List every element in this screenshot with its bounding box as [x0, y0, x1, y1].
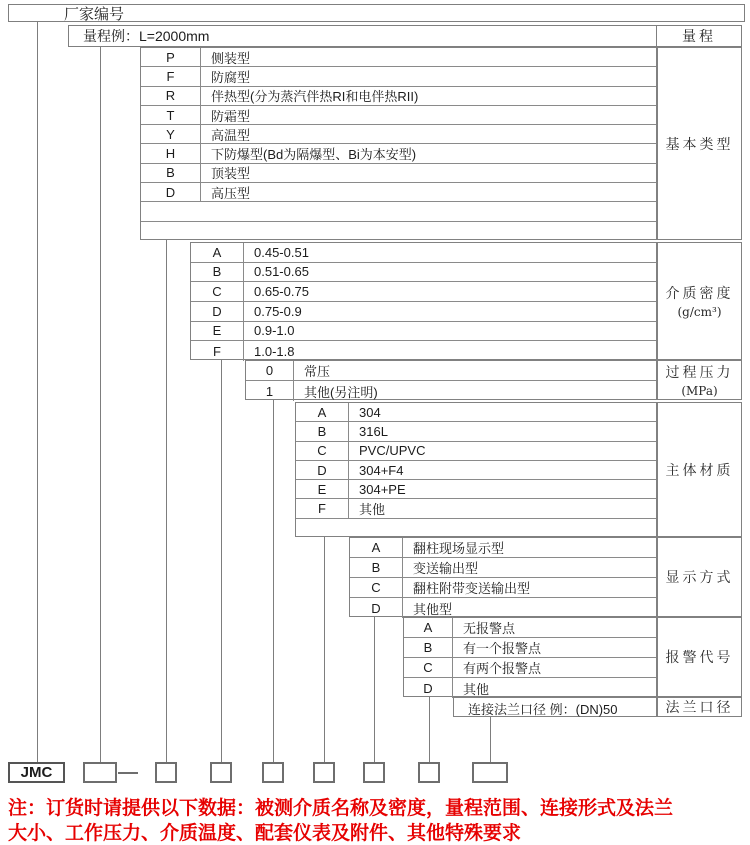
desc-cell: 304 [359, 404, 381, 420]
desc-cell [296, 519, 656, 538]
desc-cell: 有一个报警点 [463, 641, 542, 656]
code-cell: A [404, 618, 453, 637]
desc-cell: 有两个报警点 [463, 661, 542, 676]
range-row [68, 25, 742, 47]
table-row [141, 202, 656, 221]
section-alarm_code [403, 617, 657, 697]
section-label-range: 量程 [656, 26, 741, 46]
section-label-unit: (MPa) [681, 384, 718, 398]
manufacturer-number-box [8, 4, 745, 22]
desc-cell: 304+F4 [359, 462, 404, 478]
desc-cell: 高压型 [211, 185, 251, 201]
table-row [141, 125, 656, 144]
table-row [350, 598, 656, 618]
code-cell: R [141, 87, 201, 105]
manufacturer-number-label: 厂家编号 [64, 5, 125, 23]
section-label-alarm_code [657, 617, 742, 697]
desc-cell: 侧装型 [211, 50, 251, 66]
code-cell: F [141, 67, 201, 85]
table-row [246, 381, 656, 401]
table-row [141, 144, 656, 163]
table-row [296, 499, 656, 518]
desc-cell: 1.0-1.8 [254, 343, 295, 359]
table-row [191, 341, 656, 361]
table-row [296, 519, 656, 538]
code-box [155, 762, 177, 783]
desc-cell: 下防爆型(Bd为隔爆型、Bi为本安型) [211, 147, 417, 163]
code-cell: F [191, 341, 244, 361]
desc-cell: 高温型 [211, 127, 251, 143]
desc-cell: 0.65-0.75 [254, 284, 309, 300]
code-cell: D [296, 461, 349, 479]
table-row [404, 678, 656, 698]
section-medium_density [190, 242, 657, 360]
section-label-text: 报警代号 [665, 650, 734, 666]
code-cell: C [296, 442, 349, 460]
code-cell: A [191, 243, 244, 262]
table-row [296, 461, 656, 480]
desc-cell [141, 202, 656, 220]
desc-cell: 防腐型 [211, 69, 251, 85]
table-row [350, 558, 656, 578]
desc-cell: 0.51-0.65 [254, 264, 309, 280]
model-prefix-box [8, 762, 65, 783]
desc-cell: 变送输出型 [413, 561, 479, 576]
desc-cell: 0.9-1.0 [254, 323, 295, 339]
section-label-text: 主体材质 [665, 462, 734, 479]
section-label-text: 过程压力 [665, 365, 734, 381]
code-cell: D [141, 183, 201, 201]
order-note [8, 796, 746, 845]
code-box [418, 762, 440, 783]
code-cell: B [404, 638, 453, 657]
section-body_material [295, 402, 657, 537]
desc-cell: 翻柱附带变送输出型 [413, 581, 531, 596]
table-row [296, 403, 656, 422]
section-display_mode [349, 537, 657, 617]
separator-dash [118, 772, 138, 774]
code-cell: P [141, 48, 201, 66]
code-box [472, 762, 508, 783]
code-cell: E [296, 480, 349, 498]
code-cell: C [350, 578, 403, 597]
connector-line [324, 537, 325, 763]
table-row [404, 618, 656, 638]
section-label-text: 介质密度 [665, 286, 734, 302]
connector-line [37, 21, 38, 763]
code-cell: C [191, 282, 244, 301]
table-row [404, 658, 656, 678]
section-basic_type [140, 47, 657, 240]
desc-cell: 304+PE [359, 481, 406, 497]
code-cell: B [141, 164, 201, 182]
desc-cell: PVC/UPVC [359, 443, 426, 459]
table-row [141, 164, 656, 183]
order-note-line1: 注：订货时请提供以下数据：被测介质名称及密度，量程范围、连接形式及法兰 [8, 798, 674, 819]
table-row [191, 322, 656, 342]
desc-cell: 其他型 [413, 601, 453, 617]
table-row [191, 282, 656, 302]
section-label-body_material [657, 402, 742, 537]
desc-cell: 316L [359, 423, 388, 439]
code-cell: C [404, 658, 453, 677]
table-row [296, 480, 656, 499]
table-row [246, 361, 656, 381]
order-note-line2: 大小、工作压力、介质温度、配套仪表及附件、其他特殊要求 [8, 823, 522, 844]
section-label-text: 法兰口径 [665, 700, 734, 716]
section-label-basic_type [657, 47, 742, 240]
table-row [296, 442, 656, 461]
connector-line [221, 360, 222, 763]
connector-line [100, 47, 101, 763]
connector-line [273, 400, 274, 763]
table-row [296, 422, 656, 441]
code-box [262, 762, 284, 783]
code-cell: B [350, 558, 403, 577]
code-box [83, 762, 117, 783]
code-box [210, 762, 232, 783]
desc-cell: 0.75-0.9 [254, 303, 302, 319]
table-row [141, 48, 656, 67]
section-label-text: 显示方式 [665, 570, 734, 586]
code-cell: 1 [246, 381, 294, 401]
code-cell: E [191, 322, 244, 341]
connector-line [166, 240, 167, 763]
desc-cell: 翻柱现场显示型 [413, 541, 505, 556]
table-row [141, 222, 656, 241]
desc-cell: 其他 [463, 681, 490, 697]
desc-cell: 顶装型 [211, 166, 251, 182]
section-label-medium_density [657, 242, 742, 360]
desc-cell: 伴热型(分为蒸汽伴热RI和电伴热RII) [211, 89, 419, 105]
code-cell: D [350, 598, 403, 618]
code-cell: T [141, 106, 201, 124]
section-label-flange_size [657, 697, 742, 717]
desc-cell: 其他 [359, 502, 386, 518]
code-cell: A [350, 538, 403, 557]
code-cell: F [296, 499, 349, 517]
table-row [404, 638, 656, 658]
desc-cell: 连接法兰口径 例：(DN)50 [468, 701, 618, 717]
connector-line [374, 617, 375, 763]
table-row [191, 302, 656, 322]
section-label-text: 基本类型 [665, 136, 734, 153]
code-cell: D [404, 678, 453, 698]
code-cell: B [191, 263, 244, 282]
section-label-unit: (g/cm³) [677, 305, 722, 319]
code-cell: B [296, 422, 349, 440]
table-row [350, 578, 656, 598]
code-cell: H [141, 144, 201, 162]
code-cell: Y [141, 125, 201, 143]
code-cell: A [296, 403, 349, 421]
model-prefix-text: JMC [20, 764, 53, 781]
desc-cell: 无报警点 [463, 621, 516, 636]
section-label-display_mode [657, 537, 742, 617]
connector-line [490, 717, 491, 763]
table-row [141, 87, 656, 106]
table-row [454, 698, 656, 718]
desc-cell: 常压 [304, 364, 331, 379]
code-cell: 0 [246, 361, 294, 380]
table-row [141, 67, 656, 86]
desc-cell: 0.45-0.51 [254, 244, 309, 260]
table-row [191, 263, 656, 283]
desc-cell [141, 222, 656, 241]
table-row [191, 243, 656, 263]
section-flange_size [453, 697, 657, 717]
code-box [363, 762, 385, 783]
code-cell: D [191, 302, 244, 321]
table-row [350, 538, 656, 558]
code-box [313, 762, 335, 783]
desc-cell: 其他(另注明) [304, 384, 378, 400]
section-label-process_pressure [657, 360, 742, 400]
section-process_pressure [245, 360, 657, 400]
desc-cell: 防霜型 [211, 108, 251, 124]
table-row [141, 183, 656, 202]
table-row [141, 106, 656, 125]
range-example-text: 量程例：L=2000mm [83, 28, 210, 44]
connector-line [429, 697, 430, 763]
